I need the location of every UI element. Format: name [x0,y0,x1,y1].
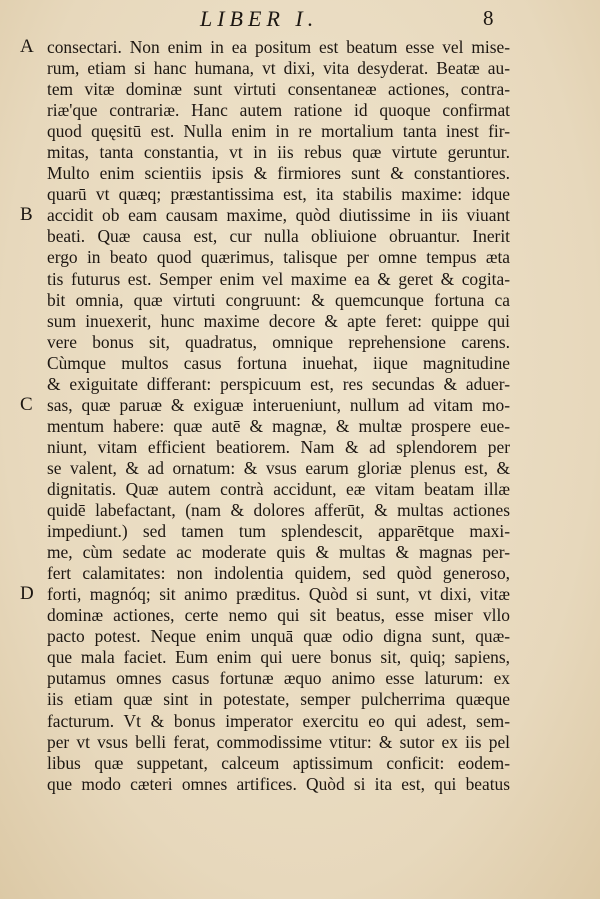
text-line: sas, quæ paruæ & exiguæ interueniunt, nullum ad vitam mo- [47,394,510,415]
text-line: consectari. Non enim in ea positum est beatum esse vel mise- [47,37,510,57]
text-line: dominæ actiones, certe nemo qui sit beatus, esse miser vllo [47,605,510,626]
text-line: rum, etiam si hanc humana, vt dixi, vita desyderat. Beatæ au- [47,58,510,79]
text-line: iis etiam quæ sint in potestate, semper pulcherrima quæque [47,689,510,710]
text-line: & exiguitate differant: perspicuum est, res secundas & aduer- [47,373,510,394]
text-line: que modo cæteri omnes artifices. Quòd si ita est, qui beatus [47,773,510,794]
text-line: quidē labefactant, (nam & dolores afferūt, & multas actiones [47,500,510,521]
text-block [47,37,510,795]
text-line: riæ'que contrariæ. Hanc autem ratione id quoque confirmat [47,100,510,121]
text-line: accidit ob eam causam maxime, quòd diutissime in iis viuant [47,205,510,226]
margin-letter: D [20,583,34,605]
text-line: ergo in beato quod quærimus, talisque per omne tempus æta [47,247,510,268]
text-line: bit omnia, quæ virtuti congruunt: & quemcunque fortuna ca [47,289,510,310]
text-line: me, cùm sedate ac moderate quis & multas & magnas per- [47,542,510,563]
margin-letter: B [20,204,33,226]
text-line: se valent, & ad ornatum: & vsus earum gloriæ plenus est, & [47,457,510,478]
text-line: niunt, vitam efficient beatiorem. Nam & ad splendorem per [47,436,510,457]
margin-letter: C [20,393,33,415]
page-number: 8 [483,6,494,30]
running-title: LIBER I. [200,6,319,31]
text-line: que mala faciet. Eum enim qui uere bonus sit, quiq; sapiens, [47,647,510,668]
text-line: impediunt.) sed tamen tum splendescit, apparētque maxi- [47,521,510,542]
text-line: Cùmque multos casus fortuna inuehat, iique magnitudine [47,352,510,373]
text-line: libus quæ suppetant, calceum aptissimum conficit: eodem- [47,752,510,773]
text-line: fert calamitates: non indolentia quidem, sed quòd generoso, [47,563,510,584]
text-line: quarū vt quæq; præstantissima est, ita stabilis maxime: idque [47,184,510,205]
text-line: vere bonus sit, quadratus, omnique reprehensione carens. [47,331,510,352]
text-line: beati. Quæ causa est, cur nulla obliuione obruantur. Inerit [47,226,510,247]
text-line: per vt vsus belli ferat, commodissime vtitur: & sutor ex iis pel [47,731,510,752]
text-line: tis futurus est. Semper enim vel maxime ea & geret & cogita- [47,268,510,289]
page-header [0,6,600,36]
text-line: dignitatis. Quæ autem contrà accidunt, eæ vitam beatam illæ [47,478,510,499]
text-line: tem vitæ dominæ sunt virtuti consentaneæ actiones, contra- [47,79,510,100]
text-line: forti, magnóq; sit animo præditus. Quòd si sunt, vt dixi, vitæ [47,584,510,605]
text-line: quod quęsitū est. Nulla enim in re mortalium tanta inest fir- [47,121,510,142]
text-line: mentum habere: quæ autē & magnæ, & multæ prospere eue- [47,415,510,436]
text-line: sum inuexerit, hunc maxime decore & apte feret: quippe qui [47,310,510,331]
text-line: facturum. Vt & bonus imperator exercitu eo qui adest, sem- [47,710,510,731]
text-line: Multo enim scientiis ipsis & firmiores sunt & constantiores. [47,163,510,184]
text-line: pacto potest. Neque enim unquā quæ odio digna sunt, quæ- [47,626,510,647]
text-line: mitas, tanta constantia, vt in iis rebus quæ virtute geruntur. [47,142,510,163]
margin-letter: A [20,36,34,57]
text-line: putamus omnes casus fortunæ æquo animo esse laturum: ex [47,668,510,689]
